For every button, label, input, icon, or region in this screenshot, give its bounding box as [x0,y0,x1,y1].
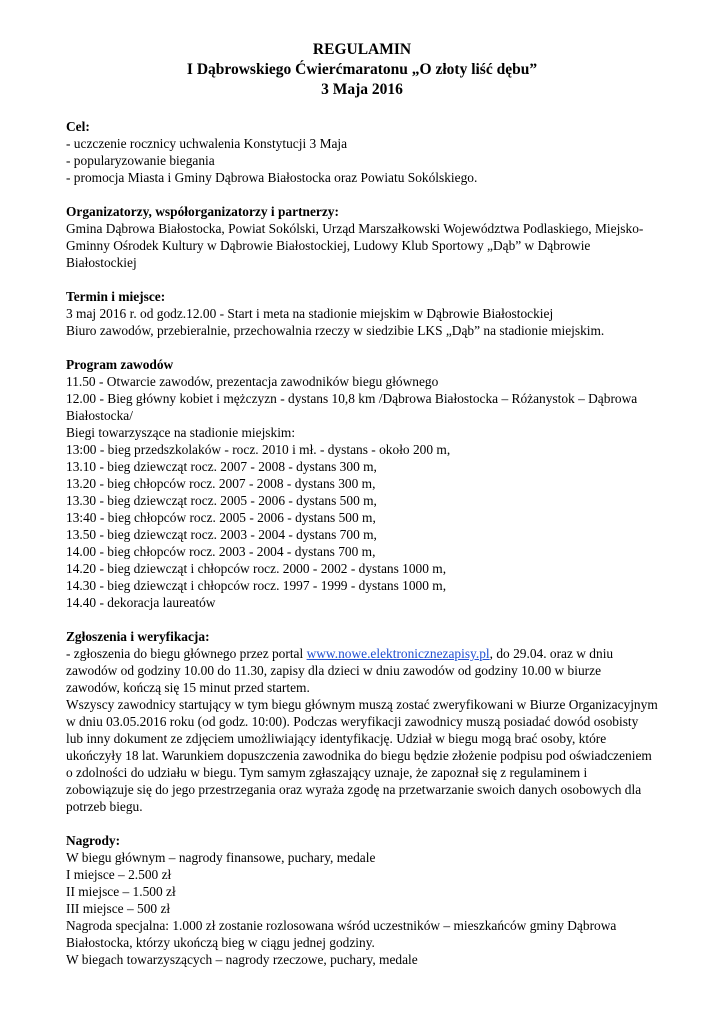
list-item: 11.50 - Otwarcie zawodów, prezentacja zawodników biegu głównego [66,374,439,389]
list-item: - promocja Miasta i Gminy Dąbrowa Białostocka oraz Powiatu Sokólskiego. [66,170,478,185]
registration-link[interactable]: www.nowe.elektronicznezapisy.pl [306,646,490,661]
section-cel [66,118,658,186]
list-item: 13.10 - bieg dziewcząt rocz. 2007 - 2008 - dystans 300 m, [66,459,377,474]
list-item: W biegu głównym – nagrody finansowe, puchary, medale [66,850,376,865]
list-item: - uczczenie rocznicy uchwalenia Konstytucji 3 Maja [66,136,348,151]
list-item: - popularyzowanie biegania [66,153,215,168]
list-item: 14.20 - bieg dziewcząt i chłopców rocz. 2000 - 2002 - dystans 1000 m, [66,561,447,576]
section-heading: Program zawodów [66,357,174,372]
list-item: 13.50 - bieg dziewcząt rocz. 2003 - 2004 - dystans 700 m, [66,527,377,542]
section-termin [66,288,658,339]
title-line-3: 3 Maja 2016 [321,81,403,98]
paragraph: Gmina Dąbrowa Białostocka, Powiat Sokólski, Urząd Marszałkowski Województwa Podlaskiego, Miejsko-Gminny Ośrodek Kultury w Dąbrowie Białostockiej, Ludowy Klub Sportowy „Dąb” w Dąbrowie Białostockiej [66,221,644,270]
list-item: III miejsce – 500 zł [66,901,171,916]
paragraph-text: - zgłoszenia do biegu głównego przez portal [66,646,307,661]
list-item: 13.30 - bieg dziewcząt rocz. 2005 - 2006 - dystans 500 m, [66,493,377,508]
paragraph: Wszyscy zawodnicy startujący w tym biegu głównym muszą zostać zweryfikowani w Biurze Organizacyjnym w dniu 03.05.2016 roku (od godz. 10:00). Podczas weryfikacji zawodnicy muszą posiadać dowód osobisty lub inny dokument ze zdjęciem umożliwiający identyfikację. Udział w biegu mogą brać osoby, które ukończyły 18 lat. Warunkiem dopuszczenia zawodnika do biegu będzie złożenie podpisu pod oświadczeniem o zdolności do udziału w biegu. Tym samym zgłaszający uznaje, że zapoznał się z regulaminem i zobowiązuje się do jego przestrzegania oraz wyraża zgodę na przetwarzanie swoich danych osobowych dla potrzeb biegu. [66,697,658,814]
list-item: Biuro zawodów, przebieralnie, przechowalnia rzeczy w siedzibie LKS „Dąb” na stadionie miejskim. [66,323,605,338]
section-heading: Termin i miejsce: [66,289,166,304]
title-line-2: I Dąbrowskiego Ćwierćmaratonu „O złoty liść dębu” [186,61,538,78]
list-item: 14.30 - bieg dziewcząt i chłopców rocz. 1997 - 1999 - dystans 1000 m, [66,578,447,593]
list-item: Nagroda specjalna: 1.000 zł zostanie rozlosowana wśród uczestników – mieszkańców gminy Dąbrowa Białostocka, którzy ukończą bieg w ciągu jednej godziny. [66,918,617,950]
section-nagrody [66,832,658,968]
section-heading: Cel: [66,119,90,134]
list-item: 14.40 - dekoracja laureatów [66,595,216,610]
list-item: 13:40 - bieg chłopców rocz. 2005 - 2006 - dystans 500 m, [66,510,376,525]
section-organizatorzy [66,203,658,271]
section-zgloszenia [66,628,658,815]
section-heading: Zgłoszenia i weryfikacja: [66,629,210,644]
list-item: I miejsce – 2.500 zł [66,867,172,882]
document-body [66,118,658,968]
document-title [66,40,658,100]
list-item: Biegi towarzyszące na stadionie miejskim: [66,425,296,440]
title-line-1: REGULAMIN [312,41,412,58]
paragraph-text: , do 29.04. oraz w dniu zawodów od godziny 10.00 do 11.30, zapisy dla dzieci w dniu zawodów od godziny 10.00 w biurze zawodów, kończą się 15 minut przed startem. [66,646,614,695]
list-item: W biegach towarzyszących – nagrody rzeczowe, puchary, medale [66,952,418,967]
section-heading: Organizatorzy, współorganizatorzy i partnerzy: [66,204,339,219]
list-item: 12.00 - Bieg główny kobiet i mężczyzn - dystans 10,8 km /Dąbrowa Białostocka – Różanystok – Dąbrowa Białostocka/ [66,391,638,423]
list-item: II miejsce – 1.500 zł [66,884,176,899]
list-item: 13.20 - bieg chłopców rocz. 2007 - 2008 - dystans 300 m, [66,476,376,491]
section-program [66,356,658,611]
list-item: 13:00 - bieg przedszkolaków - rocz. 2010 i mł. - dystans - około 200 m, [66,442,451,457]
section-heading: Nagrody: [66,833,121,848]
paragraph [66,645,658,696]
list-item: 3 maj 2016 r. od godz.12.00 - Start i meta na stadionie miejskim w Dąbrowie Białostockiej [66,306,554,321]
list-item: 14.00 - bieg chłopców rocz. 2003 - 2004 - dystans 700 m, [66,544,376,559]
